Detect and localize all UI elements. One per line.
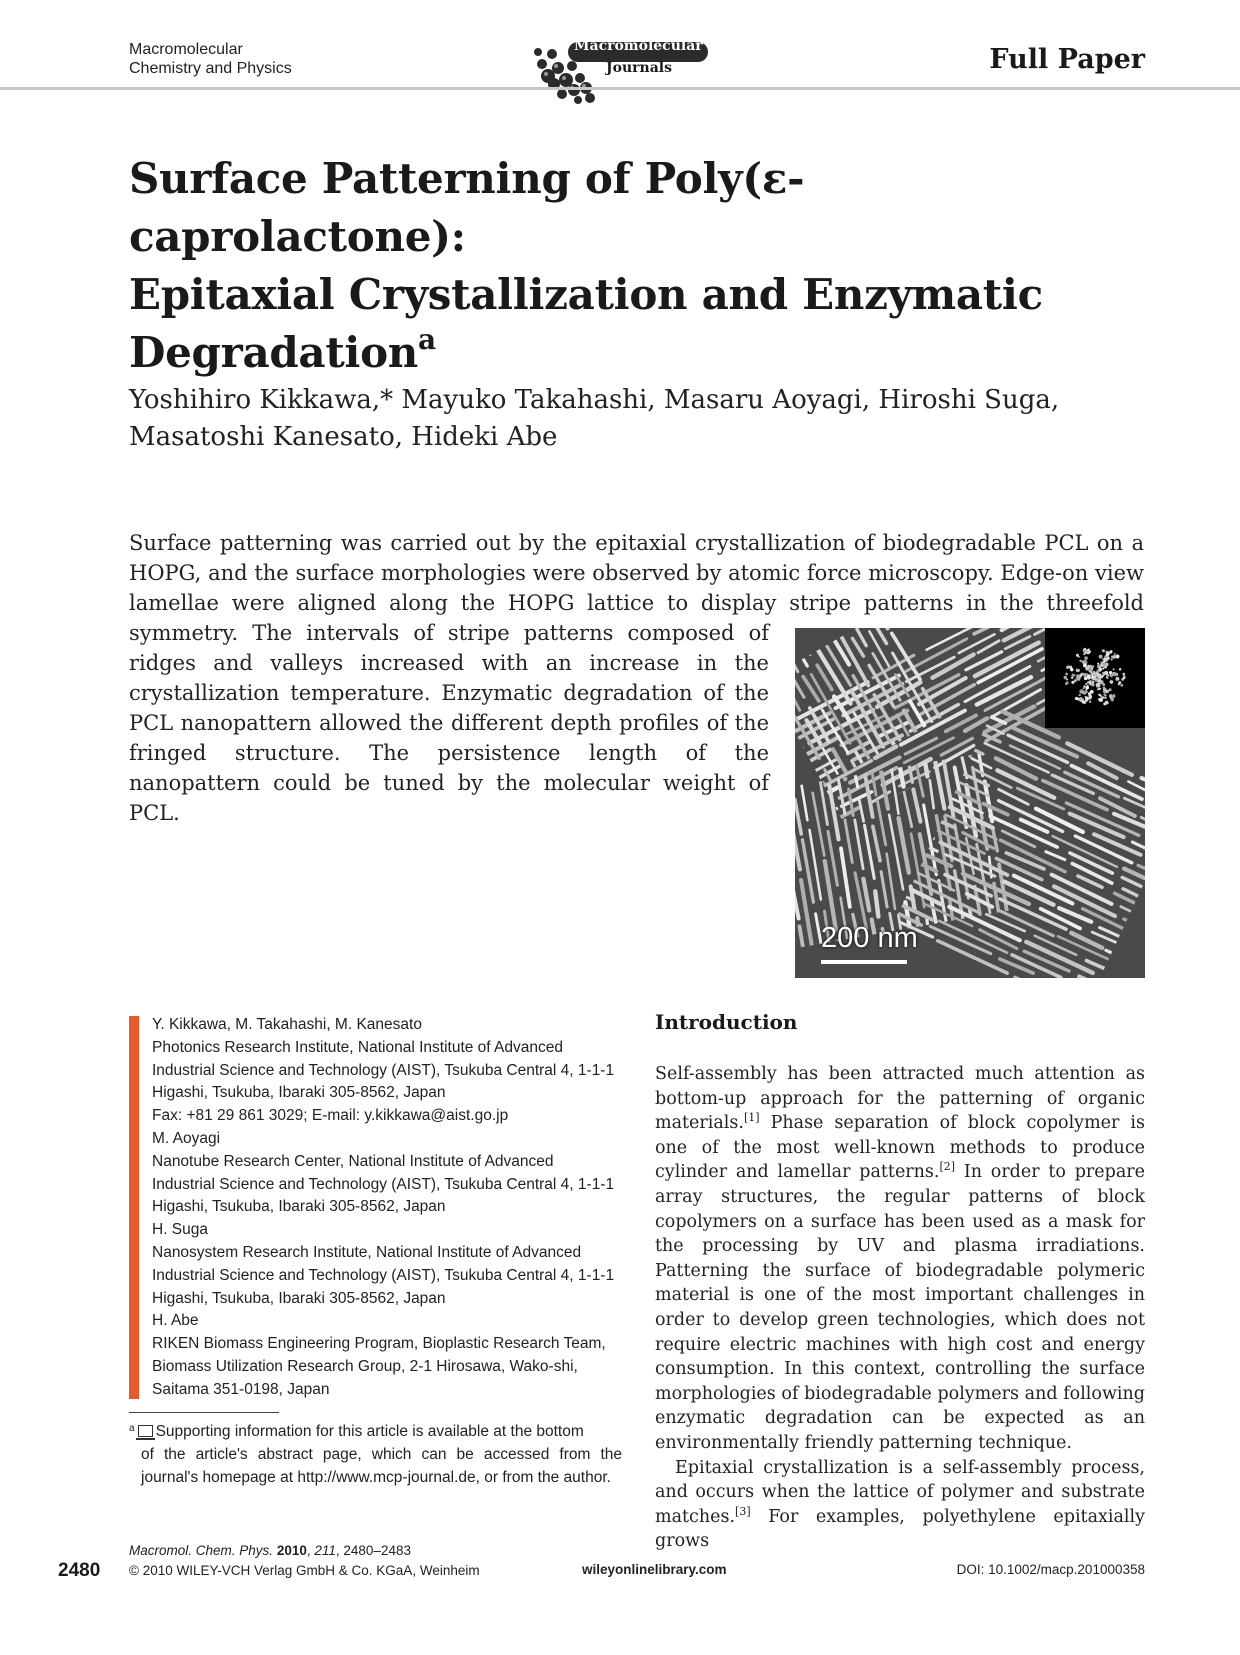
affiliation-line: H. Abe (152, 1312, 199, 1330)
title-line3: Degradation (129, 328, 419, 377)
scale-bar (821, 960, 907, 964)
abstract-text: Surface patterning was carried out by the epitaxial crystallization of biodegradable PCL on a HOPG, and the surface morphologies were observed by atomic force microscopy. Edge-on view lamellae were aligned along the HOPG lattice to display stripe patterns in the threefold (129, 531, 1144, 615)
affiliation-line: Higashi, Tsukuba, Ibaraki 305-8562, Japan (152, 1084, 446, 1102)
citation-volume: 211 (314, 1543, 336, 1558)
logo-text-line2: Journals (606, 60, 672, 76)
logo-text-line1: Macromolecular (574, 38, 703, 54)
abstract-text-wrapped: symmetry. The intervals of stripe patterns composed of ridges and valleys increased with an increase in the crystallization temperature. Enzymatic degradation of the PCL nanopattern allowed the different depth profiles of the fringed structure. The persistence length of the nanopattern could be tuned by the molecular weight of PCL. (129, 621, 769, 825)
intro-paragraph-1: Self-assembly has been attracted much attention as bottom-up approach for the patterning of organic materials.[1] Phase separation of block copolymer is one of the most well-known methods to produce cylinder and lamellar patterns.[2] In order to prepare array structures, the regular patterns of block copolymers on a surface has been used as a mask for the processing by UV and plasma irradiations. Patterning the surface of biodegradable polymeric material is one of the most important challenges in order to develop green technologies, which does not require electric machines with high cost and energy consumption. In this context, controlling the surface morphologies of biodegradable polymers and following enzymatic degradation can be expected as an environmentally friendly patterning technique. (655, 1064, 1145, 1453)
intro-paragraph-2: Epitaxial crystallization is a self-assembly process, and occurs when the lattice of polymer and substrate matches.[3] For examples, polyethylene epitaxially grows (655, 1457, 1145, 1552)
journal-name (129, 40, 292, 78)
footnote-mark: a (129, 1423, 135, 1434)
footnote (129, 1418, 622, 1489)
affiliation-line: Industrial Science and Technology (AIST), Tsukuba Central 4, 1-1-1 (152, 1266, 615, 1284)
header-rule (0, 87, 1240, 90)
affiliation-line: M. Aoyagi (152, 1129, 221, 1147)
affiliation-line: Higashi, Tsukuba, Ibaraki 305-8562, Japan (152, 1289, 446, 1307)
article-title (129, 150, 1129, 382)
affiliation-line: RIKEN Biomass Engineering Program, Bioplastic Research Team, (152, 1335, 606, 1353)
affiliation-line: Y. Kikkawa, M. Takahashi, M. Kanesato (152, 1016, 422, 1033)
affiliation-line: H. Suga (152, 1221, 209, 1239)
website-link[interactable]: wileyonlinelibrary.com (582, 1562, 727, 1577)
reference-link[interactable]: [1] (743, 1111, 760, 1125)
journal-name-line1: Macromolecular (129, 41, 243, 58)
affiliation-line: Higashi, Tsukuba, Ibaraki 305-8562, Japan (152, 1198, 446, 1216)
doi: DOI: 10.1002/macp.201000358 (956, 1562, 1145, 1577)
affiliation-line: Saitama 351-0198, Japan (152, 1380, 330, 1398)
affiliation-line: Industrial Science and Technology (AIST), Tsukuba Central 4, 1-1-1 (152, 1061, 615, 1079)
page-number: 2480 (58, 1560, 101, 1581)
affiliation-line: Biomass Utilization Research Group, 2-1 Hirosawa, Wako-shi, (152, 1357, 578, 1375)
citation-journal: Macromol. Chem. Phys. (129, 1543, 274, 1558)
title-line2: Epitaxial Crystallization and Enzymatic (129, 270, 1043, 319)
section-heading-introduction: Introduction (655, 1010, 798, 1034)
affiliation-line: Photonics Research Institute, National Institute of Advanced (152, 1038, 563, 1056)
title-footnote-mark: a (418, 323, 436, 356)
footnote-text-rest: of the article's abstract page, which can be accessed from the journal's homepage at http://www.mcp-journal.de, or from the author. (141, 1445, 622, 1486)
introduction-body (655, 1062, 1145, 1554)
authors-line2: Masatoshi Kanesato, Hideki Abe (129, 422, 558, 452)
reference-link[interactable]: [3] (735, 1504, 751, 1518)
authors-line1: Yoshihiro Kikkawa,* Mayuko Takahashi, Masaru Aoyagi, Hiroshi Suga, (129, 385, 1060, 415)
affiliations (152, 1014, 622, 1402)
footnote-rule (129, 1412, 279, 1413)
affiliation-line: Nanosystem Research Institute, National Institute of Advanced (152, 1243, 582, 1261)
author-list (129, 382, 1139, 456)
affiliation-line: Fax: +81 29 861 3029; E-mail: y.kikkawa@aist.go.jp (152, 1107, 509, 1125)
citation: Macromol. Chem. Phys. 2010, 211, 2480–2483 © 2010 WILEY-VCH Verlag GmbH & Co. KGaA, Weinheim (129, 1541, 480, 1581)
citation-year: 2010 (276, 1543, 307, 1558)
reference-link[interactable]: [2] (939, 1160, 956, 1174)
article-type: Full Paper (989, 44, 1145, 75)
computer-icon (138, 1425, 153, 1437)
copyright: © 2010 WILEY-VCH Verlag GmbH & Co. KGaA, Weinheim (129, 1563, 480, 1578)
citation-pages: , 2480–2483 (335, 1543, 411, 1558)
footnote-text-first: Supporting information for this article is available at the bottom (155, 1423, 584, 1440)
affiliation-line: Nanotube Research Center, National Institute of Advanced (152, 1152, 554, 1170)
affiliation-line: Industrial Science and Technology (AIST), Tsukuba Central 4, 1-1-1 (152, 1175, 615, 1193)
affiliation-accent-bar (129, 1016, 139, 1399)
scale-bar-label: 200 nm (821, 922, 918, 954)
journal-name-line2: Chemistry and Physics (129, 60, 292, 77)
title-line1: Surface Patterning of Poly(ε-caprolactone): (129, 154, 805, 261)
